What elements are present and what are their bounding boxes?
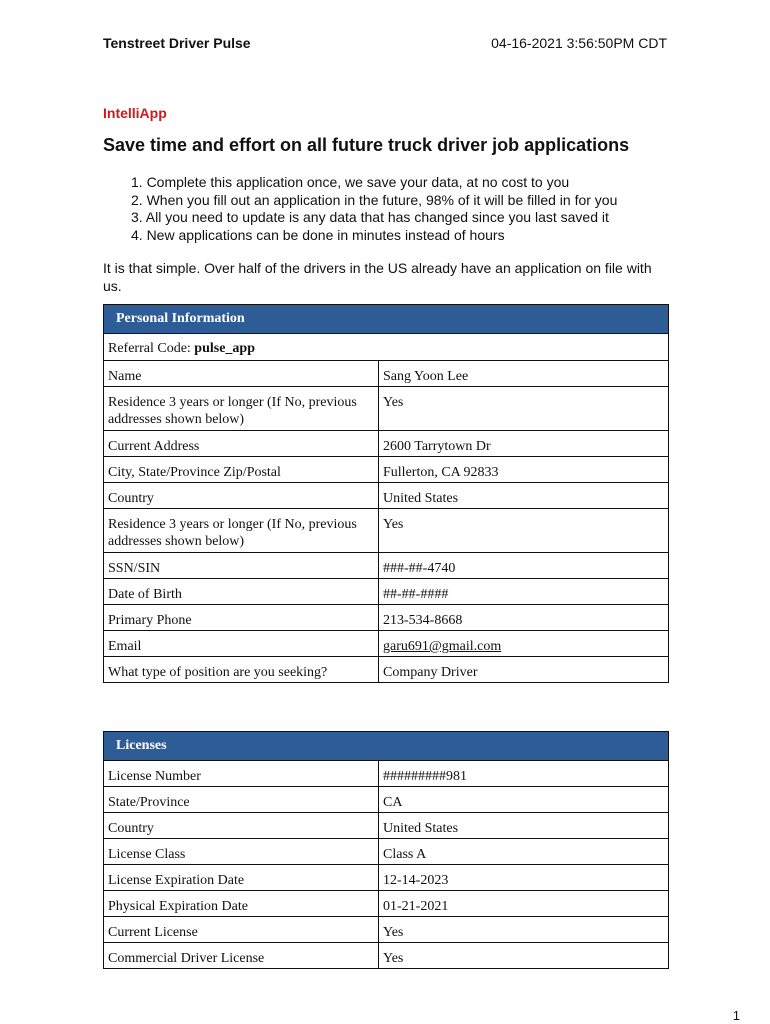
- field-label: City, State/Province Zip/Postal: [104, 457, 379, 483]
- field-value: Class A: [379, 839, 669, 865]
- field-label: Residence 3 years or longer (If No, previous addresses shown below): [104, 387, 379, 431]
- field-value: Company Driver: [379, 657, 669, 683]
- field-value: 01-21-2021: [379, 891, 669, 917]
- field-value: CA: [379, 787, 669, 813]
- field-value: Yes: [379, 509, 669, 553]
- field-label: Date of Birth: [104, 579, 379, 605]
- table-row: [104, 787, 669, 813]
- field-label: State/Province: [104, 787, 379, 813]
- field-value: ##-##-####: [379, 579, 669, 605]
- step-item: 3. All you need to update is any data that has changed since you last saved it: [131, 209, 609, 225]
- table-row: [104, 761, 669, 787]
- table-row: [104, 917, 669, 943]
- field-value: 12-14-2023: [379, 865, 669, 891]
- table-row: [104, 509, 669, 553]
- field-value: Sang Yoon Lee: [379, 361, 669, 387]
- header-source: Tenstreet Driver Pulse: [103, 35, 251, 51]
- header-timestamp: 04-16-2021 3:56:50PM CDT: [491, 35, 667, 51]
- table-row: [104, 361, 669, 387]
- table-row: [104, 579, 669, 605]
- field-value: Yes: [379, 387, 669, 431]
- field-label: License Class: [104, 839, 379, 865]
- field-value: Yes: [379, 917, 669, 943]
- field-value: Fullerton, CA 92833: [379, 457, 669, 483]
- field-value: United States: [379, 483, 669, 509]
- field-label: Name: [104, 361, 379, 387]
- table-row: [104, 605, 669, 631]
- step-item: 1. Complete this application once, we save your data, at no cost to you: [131, 174, 570, 190]
- field-value: 213-534-8668: [379, 605, 669, 631]
- field-label: Residence 3 years or longer (If No, previous addresses shown below): [104, 509, 379, 553]
- referral-code: [104, 334, 669, 361]
- table-row: [104, 483, 669, 509]
- field-value: United States: [379, 813, 669, 839]
- field-label: Primary Phone: [104, 605, 379, 631]
- field-label: Physical Expiration Date: [104, 891, 379, 917]
- referral-value: pulse_app: [194, 341, 255, 356]
- field-label: Country: [104, 813, 379, 839]
- table-row: [104, 839, 669, 865]
- table-row: [104, 813, 669, 839]
- referral-label: Referral Code:: [108, 341, 195, 356]
- field-label: SSN/SIN: [104, 553, 379, 579]
- field-value: 2600 Tarrytown Dr: [379, 431, 669, 457]
- table-row: [104, 457, 669, 483]
- field-label: Commercial Driver License: [104, 943, 379, 969]
- brand-name: IntelliApp: [103, 105, 167, 121]
- email-value-cell: [379, 631, 669, 657]
- table-row: [104, 631, 669, 657]
- section-header: Licenses: [104, 732, 669, 761]
- table-row: [104, 657, 669, 683]
- field-value: #########981: [379, 761, 669, 787]
- step-item: 2. When you fill out an application in the future, 98% of it will be filled in for you: [131, 191, 618, 208]
- field-label: Current License: [104, 917, 379, 943]
- field-label: Email: [104, 631, 379, 657]
- field-label: Current Address: [104, 431, 379, 457]
- page-number: 1: [732, 1008, 740, 1023]
- table-row: [104, 387, 669, 431]
- table-row: [104, 943, 669, 969]
- personal-information-table: [103, 304, 669, 683]
- table-row: [104, 891, 669, 917]
- licenses-table: [103, 731, 669, 969]
- field-label: Country: [104, 483, 379, 509]
- field-label: License Number: [104, 761, 379, 787]
- intro-paragraph: It is that simple. Over half of the drivers in the US already have an application on file with us.: [103, 260, 652, 294]
- page-headline: Save time and effort on all future truck driver job applications: [103, 135, 630, 155]
- section-header: Personal Information: [104, 305, 669, 334]
- step-item: 4. New applications can be done in minutes instead of hours: [131, 226, 505, 243]
- field-value: ###-##-4740: [379, 553, 669, 579]
- table-row: [104, 553, 669, 579]
- table-row: [104, 431, 669, 457]
- field-label: What type of position are you seeking?: [104, 657, 379, 683]
- field-label: License Expiration Date: [104, 865, 379, 891]
- email-link[interactable]: garu691@gmail.com: [383, 639, 502, 654]
- table-row: [104, 865, 669, 891]
- field-value: Yes: [379, 943, 669, 969]
- benefit-steps: [131, 174, 617, 244]
